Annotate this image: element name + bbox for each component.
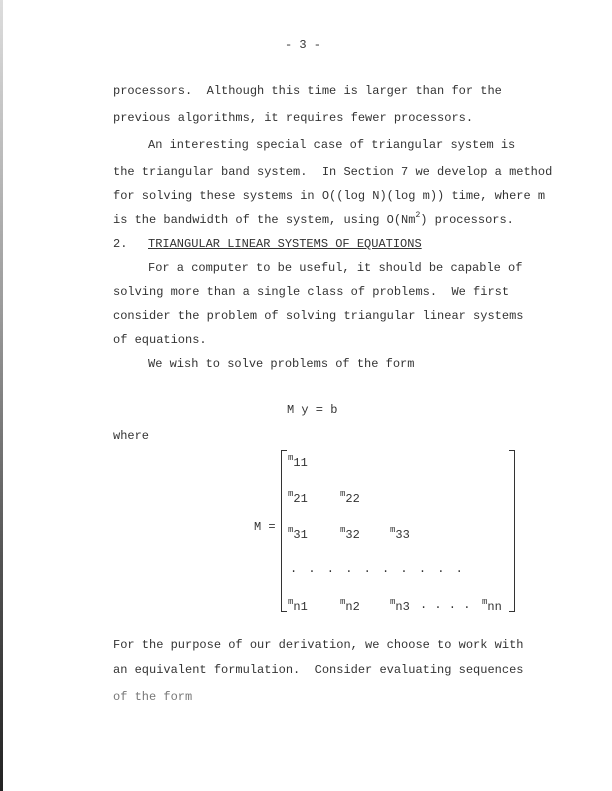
text-line: consider the problem of solving triangular linear systems [113, 309, 524, 323]
section-number: 2. [113, 237, 128, 251]
superscript: 2 [415, 211, 421, 220]
text-line: We wish to solve problems of the form [148, 357, 415, 371]
matrix-right-bracket [509, 450, 515, 612]
matrix-entry: m32 [340, 525, 360, 542]
text-line: previous algorithms, it requires fewer processors. [113, 111, 474, 125]
section-heading: TRIANGULAR LINEAR SYSTEMS OF EQUATIONS [148, 237, 422, 251]
matrix-entry: mn1 [288, 597, 308, 614]
matrix-label: M = [254, 520, 276, 534]
text-line: of equations. [113, 333, 207, 347]
matrix-dots-row: . . . . . . . . . . [290, 562, 465, 576]
matrix-entry: m11 [288, 453, 308, 470]
scan-edge [0, 0, 3, 791]
matrix-left-bracket [281, 450, 287, 612]
text-line: An interesting special case of triangular system is [148, 138, 516, 152]
matrix-entry: m21 [288, 489, 308, 506]
text-line: where [113, 429, 150, 443]
matrix-entry: m33 [390, 525, 410, 542]
matrix-dots-last: . . . . [420, 598, 471, 612]
matrix-entry: mn3 [390, 597, 410, 614]
page-number: - 3 - [285, 38, 322, 52]
text-line: processors. Although this time is larger than for the [113, 84, 502, 98]
equation: M y = b [287, 403, 338, 417]
matrix-entry: m22 [340, 489, 360, 506]
text-line: For the purpose of our derivation, we choose to work with [113, 638, 524, 652]
text-line: an equivalent formulation. Consider evaluating sequences [113, 663, 524, 677]
text-line: for solving these systems in O((log N)(log m)) time, where m [113, 189, 546, 203]
text-line: solving more than a single class of problems. We first [113, 285, 510, 299]
text-line [113, 213, 514, 227]
matrix-entry: mn2 [340, 597, 360, 614]
text-line: of the form [113, 690, 193, 704]
matrix-entry: mnn [482, 597, 502, 614]
text-line: For a computer to be useful, it should be capable of [148, 261, 523, 275]
text-fragment: ) processors. [420, 213, 514, 227]
text-fragment: is the bandwidth of the system, using O(Nm [113, 213, 416, 227]
matrix-entry: m31 [288, 525, 308, 542]
text-line: the triangular band system. In Section 7 we develop a method [113, 165, 553, 179]
